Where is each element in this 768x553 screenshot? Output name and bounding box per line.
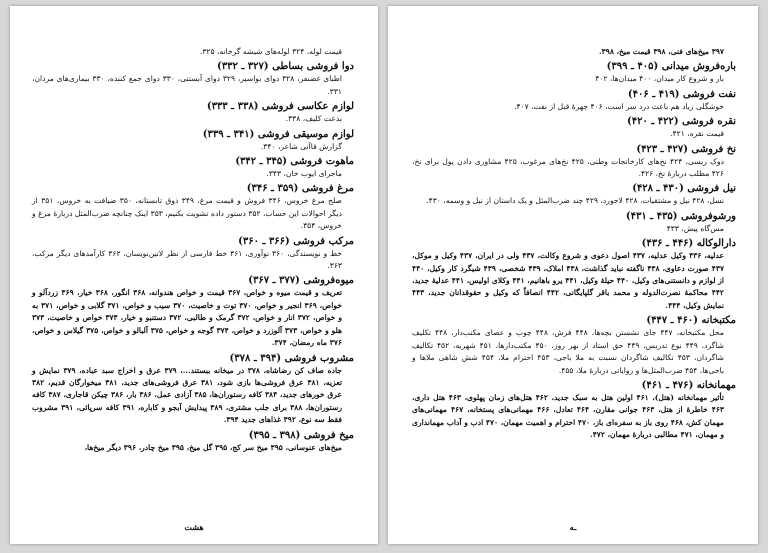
section-heading: ماهوت فروشی (۳۴۵ ـ ۳۴۲): [235, 156, 354, 168]
section-topics: اطبای غضنفر، ۳۲۸ دوای بواسیر، ۳۲۹ دوای آبستنی، ۳۳۰ دوای جمع کننده، ۳۳۰ بیماری‌های مردان، ۳۳۱.: [32, 74, 342, 96]
section-heading: ورشوفروشی (۴۳۵ ـ ۴۳۱): [625, 210, 736, 222]
toc-entry: [32, 155, 354, 180]
section-heading: لوازم عکاسی فروشی (۳۳۸ ـ ۳۳۳): [206, 101, 354, 113]
toc-entry: [32, 100, 354, 125]
right-page: [388, 6, 758, 544]
toc-entry: [412, 314, 736, 377]
left-page: [10, 6, 378, 544]
toc-entry: [412, 143, 736, 181]
toc-entry: [32, 46, 354, 58]
section-heading: دارالوکاله (۴۴۶ ـ ۴۳۶): [641, 238, 736, 250]
section-heading: مرغ فروشی (۳۵۹ ـ ۳۴۶): [246, 183, 354, 195]
section-topics: تعریف و قیمت میوه و خواص، ۳۶۷ قیمت و خواص هندوانه، ۳۶۸ انگور، ۳۶۸ خیار، ۳۶۹ زردآلو و خواص، ۳۶۹ انجیر و خواص، ۳۷۰ توت و خاصیت، ۳۷۰ سیب و خواص، ۳۷۱ گلابی و خواص، ۳۷۱ به و خواص، ۳۷۲ انار و خواص، ۳۷۲ گرمک و طالبی، ۳۷۲ دستنبو و خیار، ۳۷۳ خواص و خاصیت، ۳۷۳ هلو و خواص، ۳۷۳ آلوزرد و خواص، ۳۷۴ گوجه و خواص، ۳۷۵ آلبالو و خواص، ۳۷۵ گیلاس و خواص، ۳۷۶ ماه رمضان، ۳۷۴.: [32, 288, 342, 348]
toc-entry: [412, 115, 736, 140]
section-topics: گزارش قاآنی شاعر، ۳۴۰.: [260, 141, 342, 151]
section-topics: میخ‌های عنوسانی، ۳۹۵ میخ سر کج، ۳۹۵ گل میخ، ۳۹۵ میخ چادر، ۳۹۶ دیگر میخ‌ها،: [84, 442, 342, 452]
section-heading: نفت فروشی (۴۱۹ ـ ۴۰۶): [627, 88, 736, 100]
toc-entry: [32, 128, 354, 153]
toc-entry: [412, 60, 736, 85]
section-heading: نخ فروشی (۴۲۷ ـ ۴۲۳): [636, 143, 736, 155]
section-heading: نیل فروشی (۴۳۰ ـ ۴۲۸): [632, 183, 736, 195]
section-heading: لوازم موسیقی فروشی (۳۴۱ ـ ۳۳۹): [202, 128, 354, 140]
section-topics: خوشگلی زیاد هم باعث درد سر است، ۴۰۶ چهرهٔ قبل از نفت، ۴۰۷.: [514, 101, 724, 111]
right-page-entries: [412, 46, 736, 442]
toc-entry: [412, 379, 736, 442]
section-topics: ۳۹۷ میخ‌های فنی، ۳۹۸ قیمت میخ، ۳۹۸.: [599, 47, 724, 56]
section-topics: قیمت نقره، ۴۲۱.: [670, 129, 724, 139]
section-topics: قیمت لوله، ۳۲۴ لوله‌های شیشه گرخانه، ۳۲۵.: [199, 47, 342, 56]
section-topics: محل مکتبخانه، ۴۴۷ جای نشستن بچه‌ها، ۴۴۸ فرش، ۴۴۸ چوب و عصای مکتب‌دار، ۴۴۸ تکلیف شاگرد، ۴۴۹ نوع تدریس، ۴۴۹ حق استاد از بهر روز، ۴۵۰ مکتب‌دارها، ۴۵۱ شهریه، ۴۵۲ تکالیف شاگردان، ۴۵۳ تکالیف شاگردان نسبت به ملا باجی، ۴۵۳ احترام ملا، ۴۵۴ شش شاهی ملاها و باجی‌ها، ۴۵۴ ضرب‌المثل‌ها و روایاتی دربارهٔ ملا، ۴۵۵.: [412, 328, 725, 375]
toc-entry: [32, 182, 354, 232]
section-heading: مرکب فروشی (۳۶۶ ـ ۳۶۰): [238, 235, 354, 247]
section-heading: دوا فروشی بساطی (۳۲۷ ـ ۳۳۲): [216, 61, 354, 73]
section-topics: نسل، ۴۲۸ نیل و مشتقیات، ۴۲۸ لاجورد، ۴۲۹ چند ضرب‌المثل و یک داستان از نیل و وسمه، ۴۳۰.: [426, 196, 724, 206]
toc-entry: [412, 88, 736, 113]
toc-entry: [32, 60, 354, 98]
section-topics: صلح مرغ خروس، ۳۴۶ فروش و قیمت مرغ، ۳۴۹ ذوق تابستانه، ۳۵۰ ضیافت به خروس، ۳۵۱ از دیگر احوالات این حساب، ۳۵۲ دستور داده تشویت بکنیم، ۳۵۳ اینک چنانچه ضرب‌المثل دربارهٔ مرغ و خروس، ۳۵۴.: [32, 196, 342, 231]
section-topics: ماجرای ایوب خان، ۳۴۳.: [266, 169, 342, 179]
toc-entry: [412, 46, 736, 58]
toc-entry: [32, 235, 354, 273]
section-topics: عدلیه، ۴۳۶ وکیل عدلیه، ۴۳۷ اصول دعوی و شروع وکالت، ۴۳۷ ولی در ایران، ۴۳۷ وکیل و موکل، ۴۳۷ صورت دعاوی، ۴۳۸ ناگفته نباید گذاشت، ۴۳۸ املاک، ۴۳۹ شخصی، ۴۳۹ شیگرد کار وکیل، ۴۴۰ از لوازم و دانستنی‌های وکیل، ۴۴۰ حیلهٔ وکیل، ۴۴۱ یرو باهانیم، ۴۴۱ وکلای اولیس، ۴۴۱ عدلیهٔ جدید، ۴۴۲ محاکمهٔ نصرت‌الدوله و محمد باقر گلپایگانی، ۴۴۲ انصافاً که وکیل و حقوقدانان جدید، ۴۴۳ نمایش وکیل، ۴۴۴.: [412, 251, 725, 310]
page-number: ـه: [569, 522, 577, 532]
toc-entry: [32, 352, 354, 427]
toc-entry: [412, 210, 736, 235]
section-heading: میوه‌فروشی (۳۷۷ ـ ۳۶۷): [248, 275, 354, 287]
section-topics: بار و شروع کار میدان، ۴۰۰ میدان‌ها، ۴۰۲: [595, 74, 724, 84]
section-heading: مشروب فروشی (۳۹۴ ـ ۳۷۸): [229, 352, 354, 364]
toc-entry: [412, 182, 736, 207]
section-heading: باره‌فروش میدانی (۴۰۵ ـ ۳۹۹): [606, 61, 736, 73]
section-heading: مهمانخانه (۴۷۶ ـ ۴۶۱): [641, 379, 736, 391]
section-heading: مکتبخانه (۴۶۰ ـ ۴۴۷): [646, 315, 736, 327]
section-topics: تأثیر مهمانخانه (هتل)، ۴۶۱ اولین هتل به سبک جدید، ۴۶۲ هتل‌های زمان پهلوی، ۴۶۳ هتل داری، ۴۶۳ خاطرهٔ از هتل، ۴۶۳ جوانی مقارن، ۴۶۴ تعادل، ۴۶۶ مهمانی‌های پستخانه، ۴۶۷ مهمانی‌های مهمان کش، ۴۶۸ روی باز به سفره‌ای باز، ۴۷۰ احترام و اهمیت مهمان، ۴۷۰ ادب و آداب مهمانداری و مهمان، ۴۷۱ مطالبی دربارهٔ مهمان، ۴۷۲.: [412, 392, 724, 440]
section-topics: مس‌گاه پیش، ۴۳۳: [666, 223, 724, 233]
section-topics: بدعت کلیف، ۳۳۸.: [285, 114, 342, 124]
section-heading: میخ فروشی (۳۹۸ ـ ۳۹۵): [248, 429, 354, 441]
section-heading: نقره فروشی (۴۲۲ ـ ۴۲۰): [626, 116, 736, 128]
section-topics: خط و نویسندگی، ۳۶۰ نوآوری، ۳۶۱ خط فارسی از نظر لاتین‌نویسان، ۳۶۲ کارآمدهای دیگر مرکب، ۳۶۳.: [32, 248, 343, 271]
section-topics: جاده صاف کن رضاشاه، ۳۷۸ در میخانه ببستند...، ۳۷۹ عرق و اخراج سبد عباده، ۳۷۹ نمایش و تعزیه، ۳۸۱ عرق فروشی‌ها بازی شود، ۳۸۱ عرق فروشی‌های جدید، ۳۸۱ میخوارگان قدیم، ۳۸۲ عرق خورهای جدید، ۳۸۴ کافه رستوران‌ها، ۳۸۵ آزادی عمل، ۳۸۶ بار، ۳۸۶ چیکن قاجاری، ۳۸۷ کافه رستوران‌ها، ۳۸۸ برای جلب مشتری، ۳۸۹ پیدایش آبجو و کاباره، ۳۹۱ کافه سرپائی، ۳۹۱ مشروب فقط سه نوع، ۳۹۲ غذاهای جدید ۳۹۴.: [32, 365, 343, 425]
section-topics: دوک ریسی، ۴۲۴ نخ‌های کارخانجات وطنی، ۴۲۵ نخ‌های مرغوب، ۴۲۵ مشاوری دادن پول برای نخ، ۴۲۶ مطلب دربارهٔ نخ، ۴۲۶.: [412, 156, 724, 179]
toc-entry: [32, 429, 354, 454]
toc-entry: [32, 274, 354, 349]
page-number: هشت: [184, 522, 204, 532]
toc-entry: [412, 237, 736, 312]
left-page-entries: [32, 46, 354, 454]
